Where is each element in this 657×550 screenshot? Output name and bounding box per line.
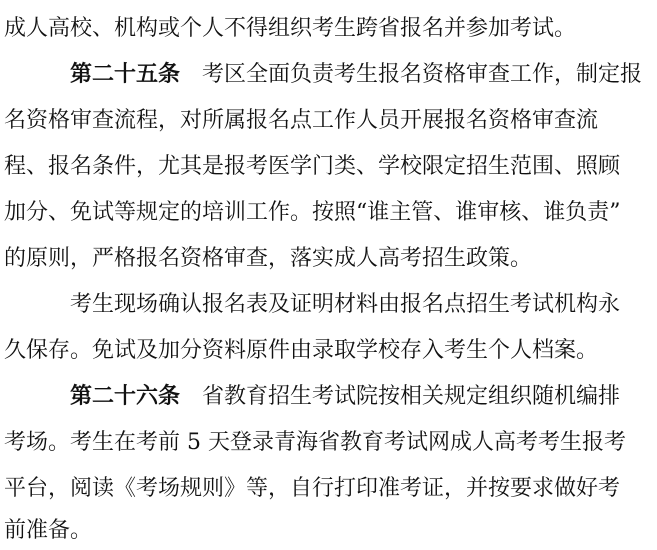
paragraph-text: 考生现场确认报名表及证明材料由报名点招生考试机构永 xyxy=(70,292,621,317)
article-26-text: 平台，阅读《考场规则》等，自行打印准考证，并按要求做好考 xyxy=(4,476,621,501)
paragraph-text: 久保存。免试及加分资料原件由录取学校存入考生个人档案。 xyxy=(4,338,599,363)
text-line xyxy=(4,194,657,232)
text-line xyxy=(4,332,657,370)
text-line xyxy=(4,102,657,140)
text-line xyxy=(4,470,657,508)
article-25-text: 程、报名条件，尤其是报考医学门类、学校限定招生范围、照顾 xyxy=(4,154,621,179)
article-25-heading: 第二十五条 xyxy=(70,62,181,87)
text-line xyxy=(4,10,657,48)
article-25-text: 加分、免试等规定的培训工作。按照“谁主管、谁审核、谁负责” xyxy=(4,200,621,225)
article-25-first-line xyxy=(70,56,657,94)
article-25-text: 名资格审查流程，对所属报名点工作人员开展报名资格审查流 xyxy=(4,108,599,133)
text-line xyxy=(4,424,657,462)
article-26-heading: 第二十六条 xyxy=(70,384,181,409)
article-26-text: 省教育招生考试院按相关规定组织随机编排 xyxy=(202,384,621,409)
article-26-first-line xyxy=(70,378,657,416)
text-line xyxy=(70,286,657,324)
text-line xyxy=(4,512,657,550)
text-line xyxy=(4,148,657,186)
article-25-text: 的原则，严格报名资格审查，落实成人高考招生政策。 xyxy=(4,246,533,271)
text-line xyxy=(4,240,657,278)
article-26-text: 考场。考生在考前 5 天登录青海省教育考试网成人高考考生报考 xyxy=(4,430,626,455)
article-26-text: 前准备。 xyxy=(4,518,93,543)
article-25-text: 考区全面负责考生报名资格审查工作，制定报 xyxy=(202,62,643,87)
paragraph-text: 成人高校、机构或个人不得组织考生跨省报名并参加考试。 xyxy=(4,16,577,41)
